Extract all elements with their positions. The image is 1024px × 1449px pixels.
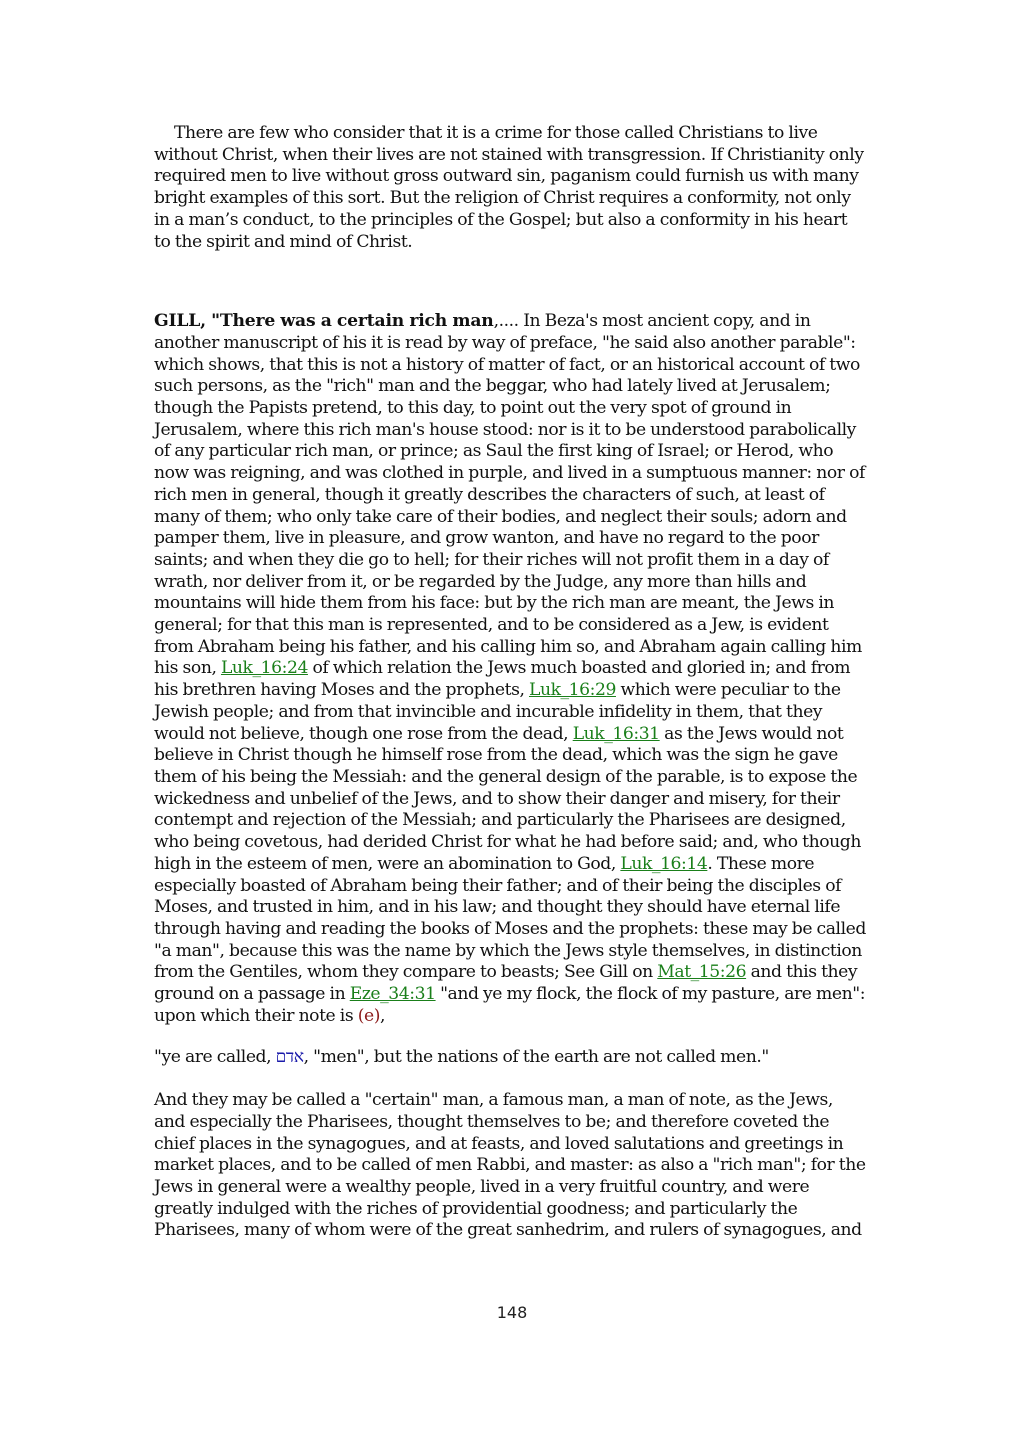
- commentary-text: of which relation the Jews much boasted and gloried in; and from his brethren having Moses and the prophets,: [154, 658, 851, 701]
- commentary-text: ,.... In Beza's most ancient copy, and in another manuscript of his it is read by way of preface, "he said also another parable": which shows, that this is not a history of matter of fact, or an historical account of two such persons, as the "rich" man and the beggar, who had lately lived at Jerusalem; though the Papists pretend, to this day, to point out the very spot of ground in Jerusalem, where this rich man's house stood: nor is it to be understood parabolically of any particular rich man, or prince; as Saul the first king of Israel; or Herod, who now was reigning, and was clothed in purple, and lived in a sumptuous manner: nor of rich men in general, though it greatly describes the characters of such, at least of many of them; who only take care of their bodies, and neglect their souls; adorn and pamper them, live in pleasure, and grow wanton, and have no regard to the poor saints; and when they die go to hell; for their riches will not profit them in a day of wrath, nor deliver from it, or be regarded by the Judge, any more than hills and mountains will hide them from his face: but by the rich man are meant, the Jews in general; for that this man is represented, and to be considered as a Jew, is evident from Abraham being his father, and his calling him so, and Abraham again calling him his son,: [154, 311, 865, 679]
- gill-commentary-paragraph: [154, 311, 866, 1027]
- commentary-text: "and ye my flock, the flock of my pasture, are men": upon which their note is: [154, 984, 866, 1026]
- gill-heading: GILL, "There was a certain rich man: [154, 311, 494, 332]
- quote-text: , "men", but the nations of the earth are not called men.": [303, 1047, 769, 1068]
- scripture-link-mat-15-26[interactable]: Mat_15:26: [657, 962, 747, 983]
- quote-paragraph: [154, 1047, 866, 1069]
- hebrew-word: אדם: [275, 1047, 304, 1068]
- commentary-text: as the Jews would not believe in Christ though he himself rose from the dead, which was the sign he gave them of his being the Messiah: and the general design of the parable, is to expose the wickedness and unbelief of the Jews, and to show their danger and misery, for their contempt and rejection of the Messiah; and particularly the Pharisees are designed, who being covetous, had derided Christ for what he had before said; and, who though high in the esteem of men, were an abomination to God,: [154, 723, 861, 874]
- footnote-marker: (e): [357, 1005, 380, 1026]
- page-number: 148: [496, 1303, 528, 1322]
- scripture-link-eze-34-31[interactable]: Eze_34:31: [349, 984, 436, 1005]
- commentary-text: which were peculiar to the Jewish people; and from that invincible and incurable infidelity in them, that they would not believe, though one rose from the dead,: [154, 680, 841, 744]
- commentary-text: and this they ground on a passage in: [154, 962, 858, 1005]
- commentary-text: ,: [379, 1005, 385, 1026]
- scripture-link-luk-16-14[interactable]: Luk_16:14: [620, 853, 708, 874]
- page-body: [154, 123, 866, 1242]
- scripture-link-luk-16-29[interactable]: Luk_16:29: [528, 680, 616, 701]
- intro-paragraph: There are few who consider that it is a crime for those called Christians to live without Christ, when their lives are not stained with transgression. If Christianity only required men to live without gross outward sin, paganism could furnish us with many bright examples of this sort. But the religion of Christ requires a conformity, not only in a man’s conduct, to the principles of the Gospel; but also a conformity in his heart to the spirit and mind of Christ.: [154, 123, 864, 252]
- scripture-link-luk-16-24[interactable]: Luk_16:24: [220, 658, 308, 679]
- continuation-paragraph: And they may be called a "certain" man, a famous man, a man of note, as the Jews, and especially the Pharisees, thought themselves to be; and therefore coveted the chief places in the synagogues, and at feasts, and loved salutations and greetings in market places, and to be called of men Rabbi, and master: as also a "rich man"; for the Jews in general were a wealthy people, lived in a very fruitful country, and were greatly indulged with the riches of providential goodness; and particularly the Pharisees, many of whom were of the great sanhedrim, and rulers of synagogues, and: [154, 1090, 866, 1241]
- scripture-link-luk-16-31[interactable]: Luk_16:31: [572, 723, 660, 744]
- quote-text: "ye are called,: [154, 1047, 276, 1068]
- commentary-text: . These more especially boasted of Abraham being their father; and of their being the disciples of Moses, and trusted in him, and in his law; and thought they should have eternal life through having and reading the books of Moses and the prophets: these may be called "a man", because this was the name by which the Jews style themselves, in distinction from the Gentiles, whom they compare to beasts; See Gill on: [154, 853, 866, 983]
